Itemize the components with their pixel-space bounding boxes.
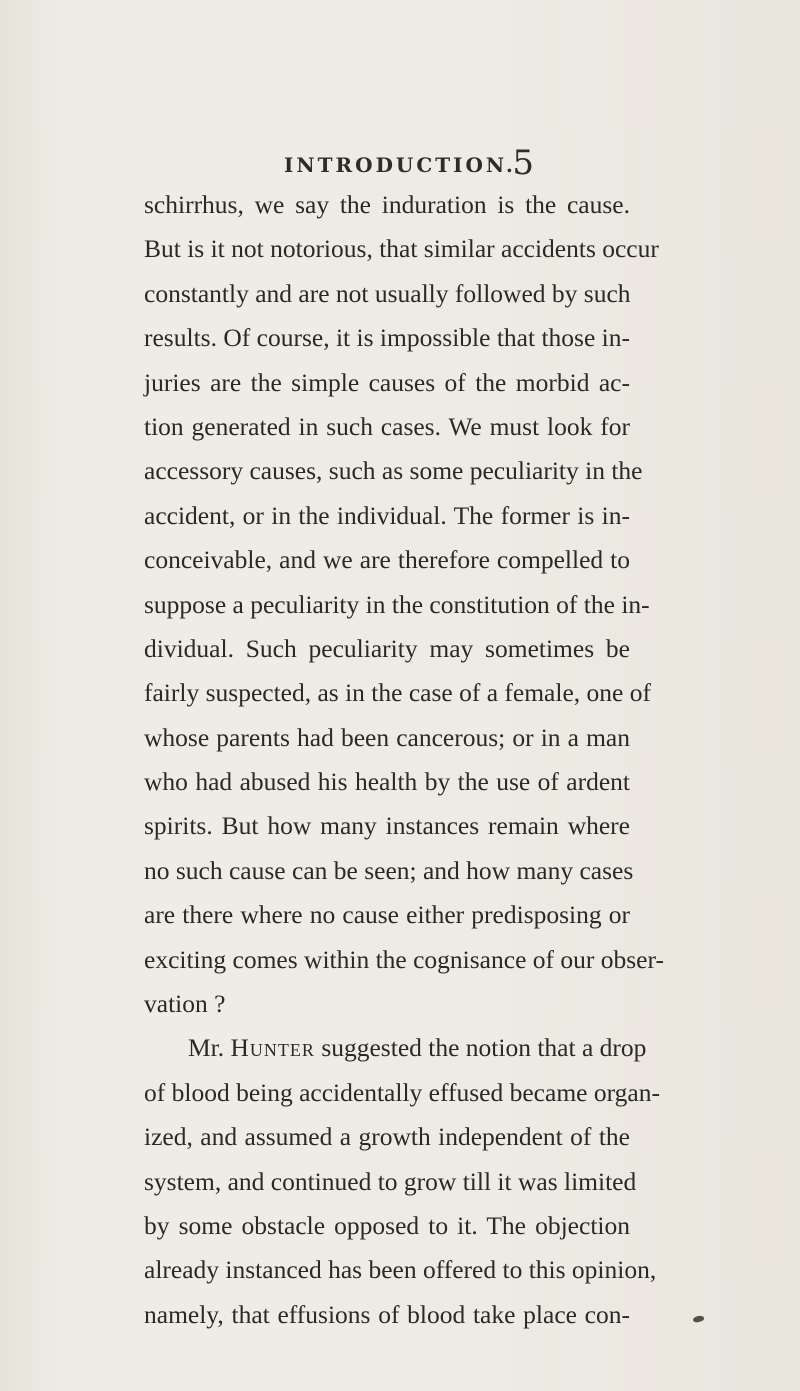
ink-blemish [692, 1315, 704, 1324]
text-line: whose parents had been cancerous; or in a man [144, 722, 630, 752]
text-line: But is it not notorious, that similar accidents occur [144, 234, 659, 264]
text-line: constantly and are not usually followed by such [144, 278, 631, 308]
text-line: by some obstacle opposed to it. The objection [144, 1210, 630, 1240]
text-line: are there where no cause either predisposing or [144, 900, 630, 930]
text-line: namely, that effusions of blood take place con- [144, 1299, 630, 1329]
text-line: spirits. But how many instances remain where [144, 811, 630, 841]
text-line: accident, or in the individual. The former is in- [144, 500, 630, 530]
text-fragment: Mr. [188, 1033, 231, 1063]
text-line: juries are the simple causes of the morbid ac- [144, 367, 630, 397]
page-number: 5 [512, 143, 534, 183]
text-line: no such cause can be seen; and how many cases [144, 855, 634, 885]
text-line: already instanced has been offered to this opinion, [144, 1255, 657, 1285]
text-fragment: suggested the notion that a drop [314, 1033, 647, 1063]
text-line: conceivable, and we are therefore compelled to [144, 545, 630, 575]
text-line: results. Of course, it is impossible that those in- [144, 323, 630, 353]
text-line: accessory causes, such as some peculiarity in the [144, 456, 643, 486]
running-head [186, 143, 534, 187]
text-line: system, and continued to grow till it was limited [144, 1166, 637, 1196]
text-line: of blood being accidentally effused became organ- [144, 1077, 660, 1107]
text-line: fairly suspected, as in the case of a female, one of [144, 678, 651, 708]
text-line: suppose a peculiarity in the constitution of the in- [144, 589, 650, 619]
text-line: vation ? [144, 989, 226, 1019]
text-line: who had abused his health by the use of ardent [144, 767, 630, 797]
text-line: ized, and assumed a growth independent of the [144, 1122, 630, 1152]
text-line: dividual. Such peculiarity may sometimes be [144, 633, 630, 663]
text-line: schirrhus, we say the induration is the cause. [144, 190, 630, 219]
paragraph-first-line [144, 1026, 647, 1070]
author-name: Hunter [230, 1033, 315, 1063]
body-text [144, 183, 664, 1337]
running-title: INTRODUCTION. [284, 153, 516, 177]
text-line: tion generated in such cases. We must look for [144, 411, 630, 441]
text-line: exciting comes within the cognisance of our obser- [144, 944, 664, 974]
